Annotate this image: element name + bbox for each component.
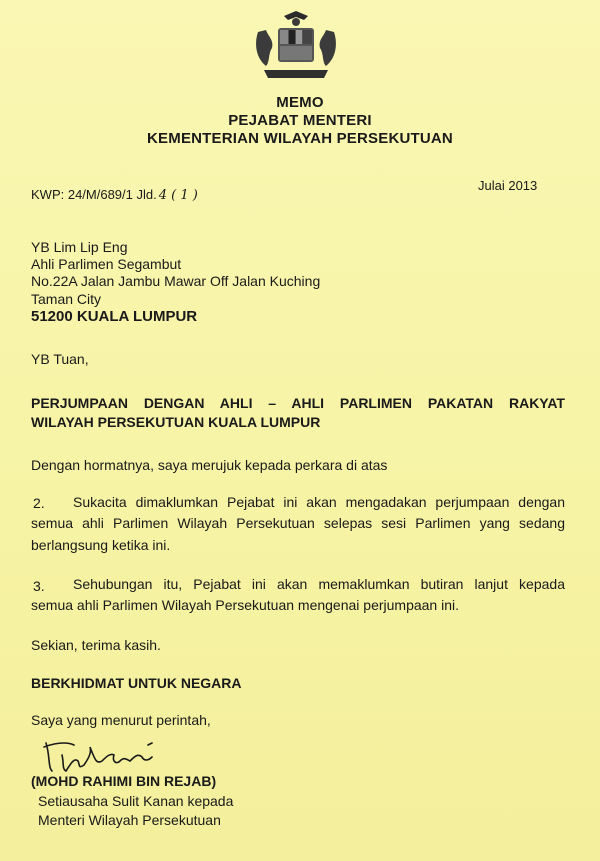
recipient-postcode-city: 51200 KUALA LUMPUR: [31, 308, 198, 325]
subject-line1: PERJUMPAAN DENGAN AHLI – AHLI PARLIMEN PAKATAN RAKYAT: [31, 395, 565, 411]
paragraph-2-line1: Sukacita dimaklumkan Pejabat ini akan mengadakan perjumpaan dengan: [73, 494, 565, 510]
memo-heading: MEMO: [276, 94, 324, 111]
sign-off: Saya yang menurut perintah,: [31, 712, 211, 728]
recipient-address-line1: No.22A Jalan Jambu Mawar Off Jalan Kuching: [31, 273, 321, 289]
letter-date: Julai 2013: [478, 178, 538, 193]
ministry-heading: KEMENTERIAN WILAYAH PERSEKUTUAN: [147, 130, 453, 147]
paragraph-3-line1: Sehubungan itu, Pejabat ini akan memaklumkan butiran lanjut kepada: [73, 576, 565, 592]
paragraph-2-line3: berlangsung ketika ini.: [31, 537, 171, 553]
subject-line2: WILAYAH PERSEKUTUAN KUALA LUMPUR: [31, 414, 321, 430]
recipient-title: Ahli Parlimen Segambut: [31, 256, 182, 272]
paragraph-3-line2: semua ahli Parlimen Wilayah Persekutuan mengenai perjumpaan ini.: [31, 597, 460, 613]
signatory-position-line1: Setiausaha Sulit Kanan kepada: [38, 793, 234, 809]
reference-number: KWP: 24/M/689/1 Jld.: [31, 187, 157, 202]
recipient-address-line2: Taman City: [31, 291, 102, 307]
paragraph-2-number: 2.: [33, 495, 45, 511]
reference-handwritten: 4 ( 1 ): [158, 188, 198, 203]
signatory-position-line2: Menteri Wilayah Persekutuan: [38, 812, 221, 828]
motto: BERKHIDMAT UNTUK NEGARA: [31, 675, 242, 691]
closing-line: Sekian, terima kasih.: [31, 637, 161, 653]
salutation: YB Tuan,: [31, 351, 89, 367]
office-heading: PEJABAT MENTERI: [228, 112, 372, 129]
paragraph-3-number: 3.: [33, 578, 45, 594]
recipient-name: YB Lim Lip Eng: [31, 239, 128, 255]
paragraph-2-line2: semua ahli Parlimen Wilayah Persekutuan selepas sesi Parlimen yang sedang: [31, 515, 565, 531]
malaysia-coat-of-arms-icon: [246, 10, 346, 82]
intro-paragraph: Dengan hormatnya, saya merujuk kepada perkara di atas: [31, 457, 388, 473]
signature-icon: [40, 735, 170, 775]
signatory-name: (MOHD RAHIMI BIN REJAB): [31, 773, 217, 789]
reference-line: [31, 187, 198, 203]
